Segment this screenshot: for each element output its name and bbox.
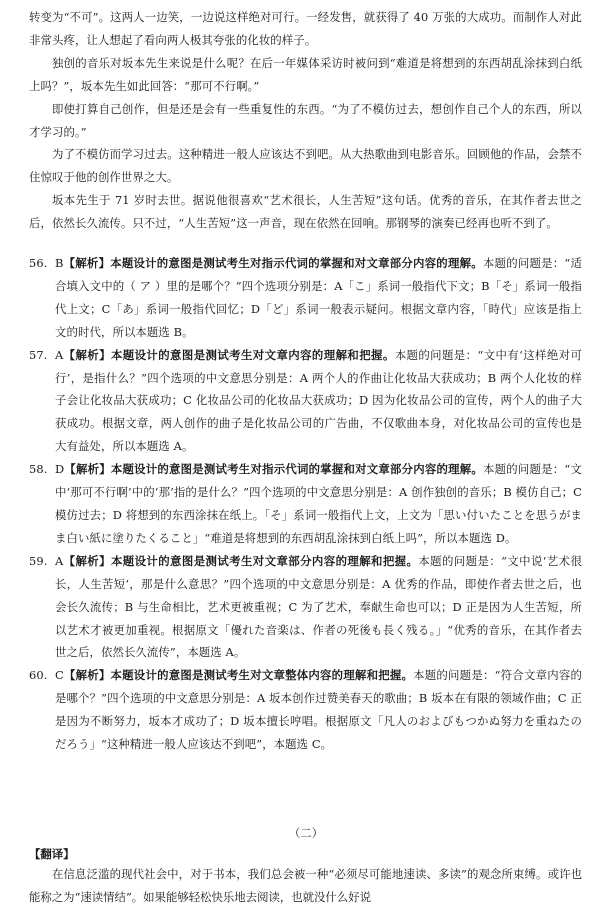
translation-paragraph xyxy=(29,863,582,909)
intro-paragraph-5: 坂本先生于 71 岁时去世。据说他很喜欢“艺术很长，人生苦短”这句话。优秀的音乐，在其作者去世之后，依然长久流传。只不过，“人生苦短”这一声音，现在依然在回响。那钢琴的演奏已经再也听不到了。 xyxy=(29,193,582,231)
explanation-heading: 【解析】本题设计的意图是测试考生对文章内容的理解和把握。 xyxy=(63,347,395,362)
answer-letter: C xyxy=(55,668,64,683)
explanation-body: 本题的问题是：“符合文章内容的是哪个？”四个选项的中文意思分别是：A 坂本创作过赞美春天的歌曲；B 坂本在有限的领域作曲；C 正是因为不断努力，坂本才成功了；D 坂本擅长哼唱。根据原文「凡人のおよびもつかぬ努力を重ねたのだろう」“这种精进一般人应该达不到吧”，本题选 C。 xyxy=(55,668,582,752)
answer-letter: A xyxy=(55,347,64,362)
answer-item-60 xyxy=(29,664,582,756)
answer-letter: B xyxy=(55,256,64,270)
intro-paragraph-4: 为了不模仿而学习过去。这种精进一般人应该达不到吧。从大热歌曲到电影音乐。回顾他的作品，会禁不住惊叹于他的创作世界之大。 xyxy=(29,147,582,185)
explanation-heading: 【解析】本题设计的意图是测试考生对指示代词的掌握和对文章部分内容的理解。 xyxy=(63,256,483,270)
intro-paragraph-1: 转变为“不可”。这两人一边笑，一边说这样绝对可行。一经发售，就获得了 40 万张的大成功。而制作人对此非常头疼，让人想起了看向两人极其夸张的化妆的样子。 xyxy=(29,10,582,47)
intro-paragraph-2: 独创的音乐对坂本先生来说是什么呢？在后一年媒体采访时被问到“难道是将想到的东西胡乱涂抹到白纸上吗？”，坂本先生如此回答：“那可不行啊。” xyxy=(29,55,582,93)
explanation-body: 本题的问题是：“文中‘那可不行啊’中的‘那’指的是什么？”四个选项的中文意思分别是：A 创作独创的音乐；B 模仿自己；C 模仿过去；D 将想到的东西涂抹在纸上。「そ」系词一般指代上文，上文为「思い付いたことを思うがまま白い紙に塗りたくること」“难道是将想到的东西胡乱涂抹到白纸上吗”，所以本题选 D。 xyxy=(55,462,582,545)
intro-paragraph-3: 即使打算自己创作，但是还是会有一些重复性的东西。“为了不模仿过去，想创作自己个人的东西，所以才学习的。” xyxy=(29,101,582,139)
explanation-body: 本题的问题是：“文中有‘这样绝对可行’，是指什么？”四个选项的中文意思分别是：A 两个人的作曲让化妆品大获成功；B 两个人化妆的样子会让化妆品大获成功；C 化妆品公司的化妆品大获成功；D 因为化妆品公司的宣传，两个人的曲子大获成功。根据文章，两人创作的曲子是化妆品公司的广告曲，不仅歌曲本身，对化妆品公司的宣传也是大有益处，所以本题选 A。 xyxy=(55,347,582,454)
answer-item-58 xyxy=(29,458,582,550)
answer-item-59 xyxy=(29,550,582,665)
question-number: 59. xyxy=(29,553,48,568)
translation-text: 在信息泛滥的现代社会中，对于书本，我们总会被一种“必须尽可能地速读、多读”的观念所束缚。或许也能称之为“速读情结”。如果能够轻松快乐地去阅读，也就没什么好说 xyxy=(29,867,582,904)
explanation-body: 本题的问题是：“文中说‘艺术很长，人生苦短’，那是什么意思？”四个选项的中文意思分别是：A 优秀的作品，即使作者去世之后，也会长久流传；B 与生命相比，艺术更被重视；C 为了艺术，奉献生命也可以；D 正是因为人生苦短，所以艺术才被更加重视。根据原文「優れた音楽は、作者の死後も長く残る。」“优秀的音乐，在其作者去世之后，依然长久流传”，本题选 A。 xyxy=(55,553,582,660)
question-number: 57. xyxy=(29,347,48,362)
question-number: 60. xyxy=(29,668,48,683)
answer-item-56 xyxy=(29,252,582,344)
answer-letter: A xyxy=(55,553,64,568)
section-title: （二） xyxy=(288,826,324,840)
question-number: 56. xyxy=(29,256,48,270)
explanation-heading: 【解析】本题设计的意图是测试考生对文章部分内容的理解和把握。 xyxy=(63,553,419,568)
answer-explanations xyxy=(29,252,582,756)
explanation-heading: 【解析】本题设计的意图是测试考生对文章整体内容的理解和把握。 xyxy=(63,668,414,683)
translation-label: 【翻译】 xyxy=(29,847,75,861)
intro-passage xyxy=(29,6,582,235)
explanation-heading: 【解析】本题设计的意图是测试考生对指示代词的掌握和对文章部分内容的理解。 xyxy=(64,462,484,477)
answer-letter: D xyxy=(55,462,65,477)
question-number: 58. xyxy=(29,462,48,477)
answer-item-57 xyxy=(29,344,582,459)
explanation-body: 本题的问题是：“适合填入文中的（ ア ）里的是哪个？”四个选项分别是：A「こ」系词一般指代下文；B「そ」系词一般指代上文；C「あ」系词一般指代回忆；D「ど」系词一般表示疑问。根据文章内容，「時代」应该是指上文的时代，所以本题选 B。 xyxy=(55,256,582,339)
